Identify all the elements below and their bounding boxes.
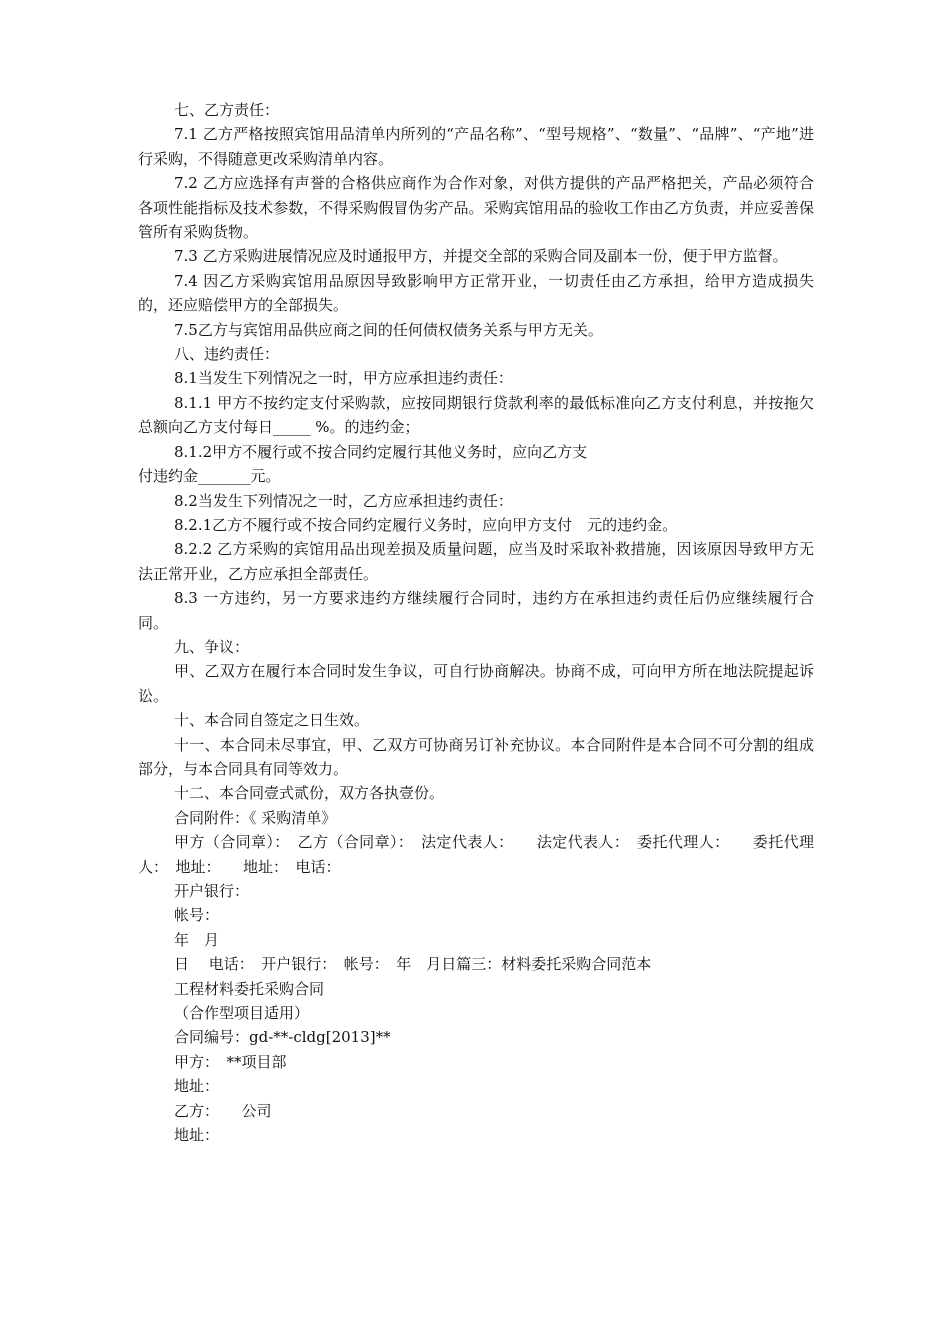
section-heading-dispute: 九、争议：	[174, 637, 250, 656]
clause-8-2-2: 8.2.2 乙方采购的宾馆用品出现差损及质量问题，应当及时采取补救措施，因该原因导致甲方无法正常开业，乙方应承担全部责任。	[138, 540, 814, 583]
clause-8-1: 8.1当发生下列情况之一时，甲方应承担违约责任：	[174, 369, 513, 388]
section-effective: 十、本合同自签定之日生效。	[174, 711, 370, 730]
party-a-line: 甲方： **项目部	[174, 1052, 287, 1071]
day-line: 日 电话： 开户银行： 帐号： 年 月日篇三：材料委托采购合同范本	[174, 955, 652, 974]
dispute-text: 甲、乙双方在履行本合同时发生争议，可自行协商解决。协商不成，可向甲方所在地法院提起诉讼。	[138, 662, 814, 705]
contract-title: 工程材料委托采购合同	[174, 979, 325, 998]
section-heading-party-b-duties: 七、乙方责任：	[174, 101, 280, 119]
contract-subtitle: （合作型项目适用）	[174, 1004, 310, 1023]
party-b-line: 乙方： 公司	[174, 1101, 272, 1120]
account-line: 帐号：	[174, 906, 220, 925]
clause-7-2: 7.2 乙方应选择有声誉的合格供应商作为合作对象，对供方提供的产品严格把关，产品必须符合各项性能指标及技术参数，不得采购假冒伪劣产品。采购宾馆用品的验收工作由乙方负责，并应妥善保管所有采购货物。	[138, 174, 814, 242]
clause-8-2-1: 8.2.1乙方不履行或不按合同约定履行义务时，应向甲方支付 元的违约金。	[174, 515, 678, 534]
clause-7-4: 7.4 因乙方采购宾馆用品原因导致影响甲方正常开业，一切责任由乙方承担，给甲方造成损失的，还应赔偿甲方的全部损失。	[138, 271, 814, 315]
attachment-line: 合同附件：《 采购清单》	[174, 808, 337, 827]
date-line: 年 月	[174, 930, 220, 949]
section-heading-breach: 八、违约责任：	[174, 345, 280, 364]
clause-8-1-2: 8.1.2甲方不履行或不按合同约定履行其他义务时，应向乙方支	[174, 442, 588, 461]
clause-7-5: 7.5乙方与宾馆用品供应商之间的任何债权债务关系与甲方无关。	[174, 320, 603, 339]
section-supplement: 十一、本合同未尽事宜，甲、乙双方可协商另订补充协议。本合同附件是本合同不可分割的组成部分，与本合同具有同等效力。	[138, 735, 814, 778]
document-body	[138, 98, 814, 1147]
clause-8-2: 8.2当发生下列情况之一时，乙方应承担违约责任：	[174, 491, 513, 510]
party-b-address: 地址：	[174, 1126, 220, 1145]
clause-7-3: 7.3 乙方采购进展情况应及时通报甲方，并提交全部的采购合同及副本一份，便于甲方监督。	[174, 247, 788, 266]
bank-line: 开户银行：	[174, 882, 250, 900]
clause-7-1: 7.1 乙方严格按照宾馆用品清单内所列的“产品名称”、“型号规格”、“数量”、“品牌”、“产地”进行采购，不得随意更改采购清单内容。	[138, 125, 814, 168]
section-copies: 十二、本合同壹式贰份，双方各执壹份。	[174, 784, 445, 803]
signature-block: 甲方（合同章）： 乙方（合同章）： 法定代表人： 法定代表人： 委托代理人： 委托代理人： 地址： 地址： 电话：	[138, 833, 814, 876]
clause-8-1-2-continued: 付违约金_______元。	[138, 467, 281, 486]
clause-8-1-1: 8.1.1 甲方不按约定支付采购款，应按同期银行贷款利率的最低标准向乙方支付利息，并按拖欠总额向乙方支付每日_____ %。的违约金；	[138, 393, 814, 437]
clause-8-3: 8.3 一方违约，另一方要求违约方继续履行合同时，违约方在承担违约责任后仍应继续履行合同。	[138, 589, 814, 632]
contract-number: 合同编号：gd-**-cldg[2013]**	[174, 1028, 391, 1047]
party-a-address: 地址：	[174, 1077, 220, 1096]
